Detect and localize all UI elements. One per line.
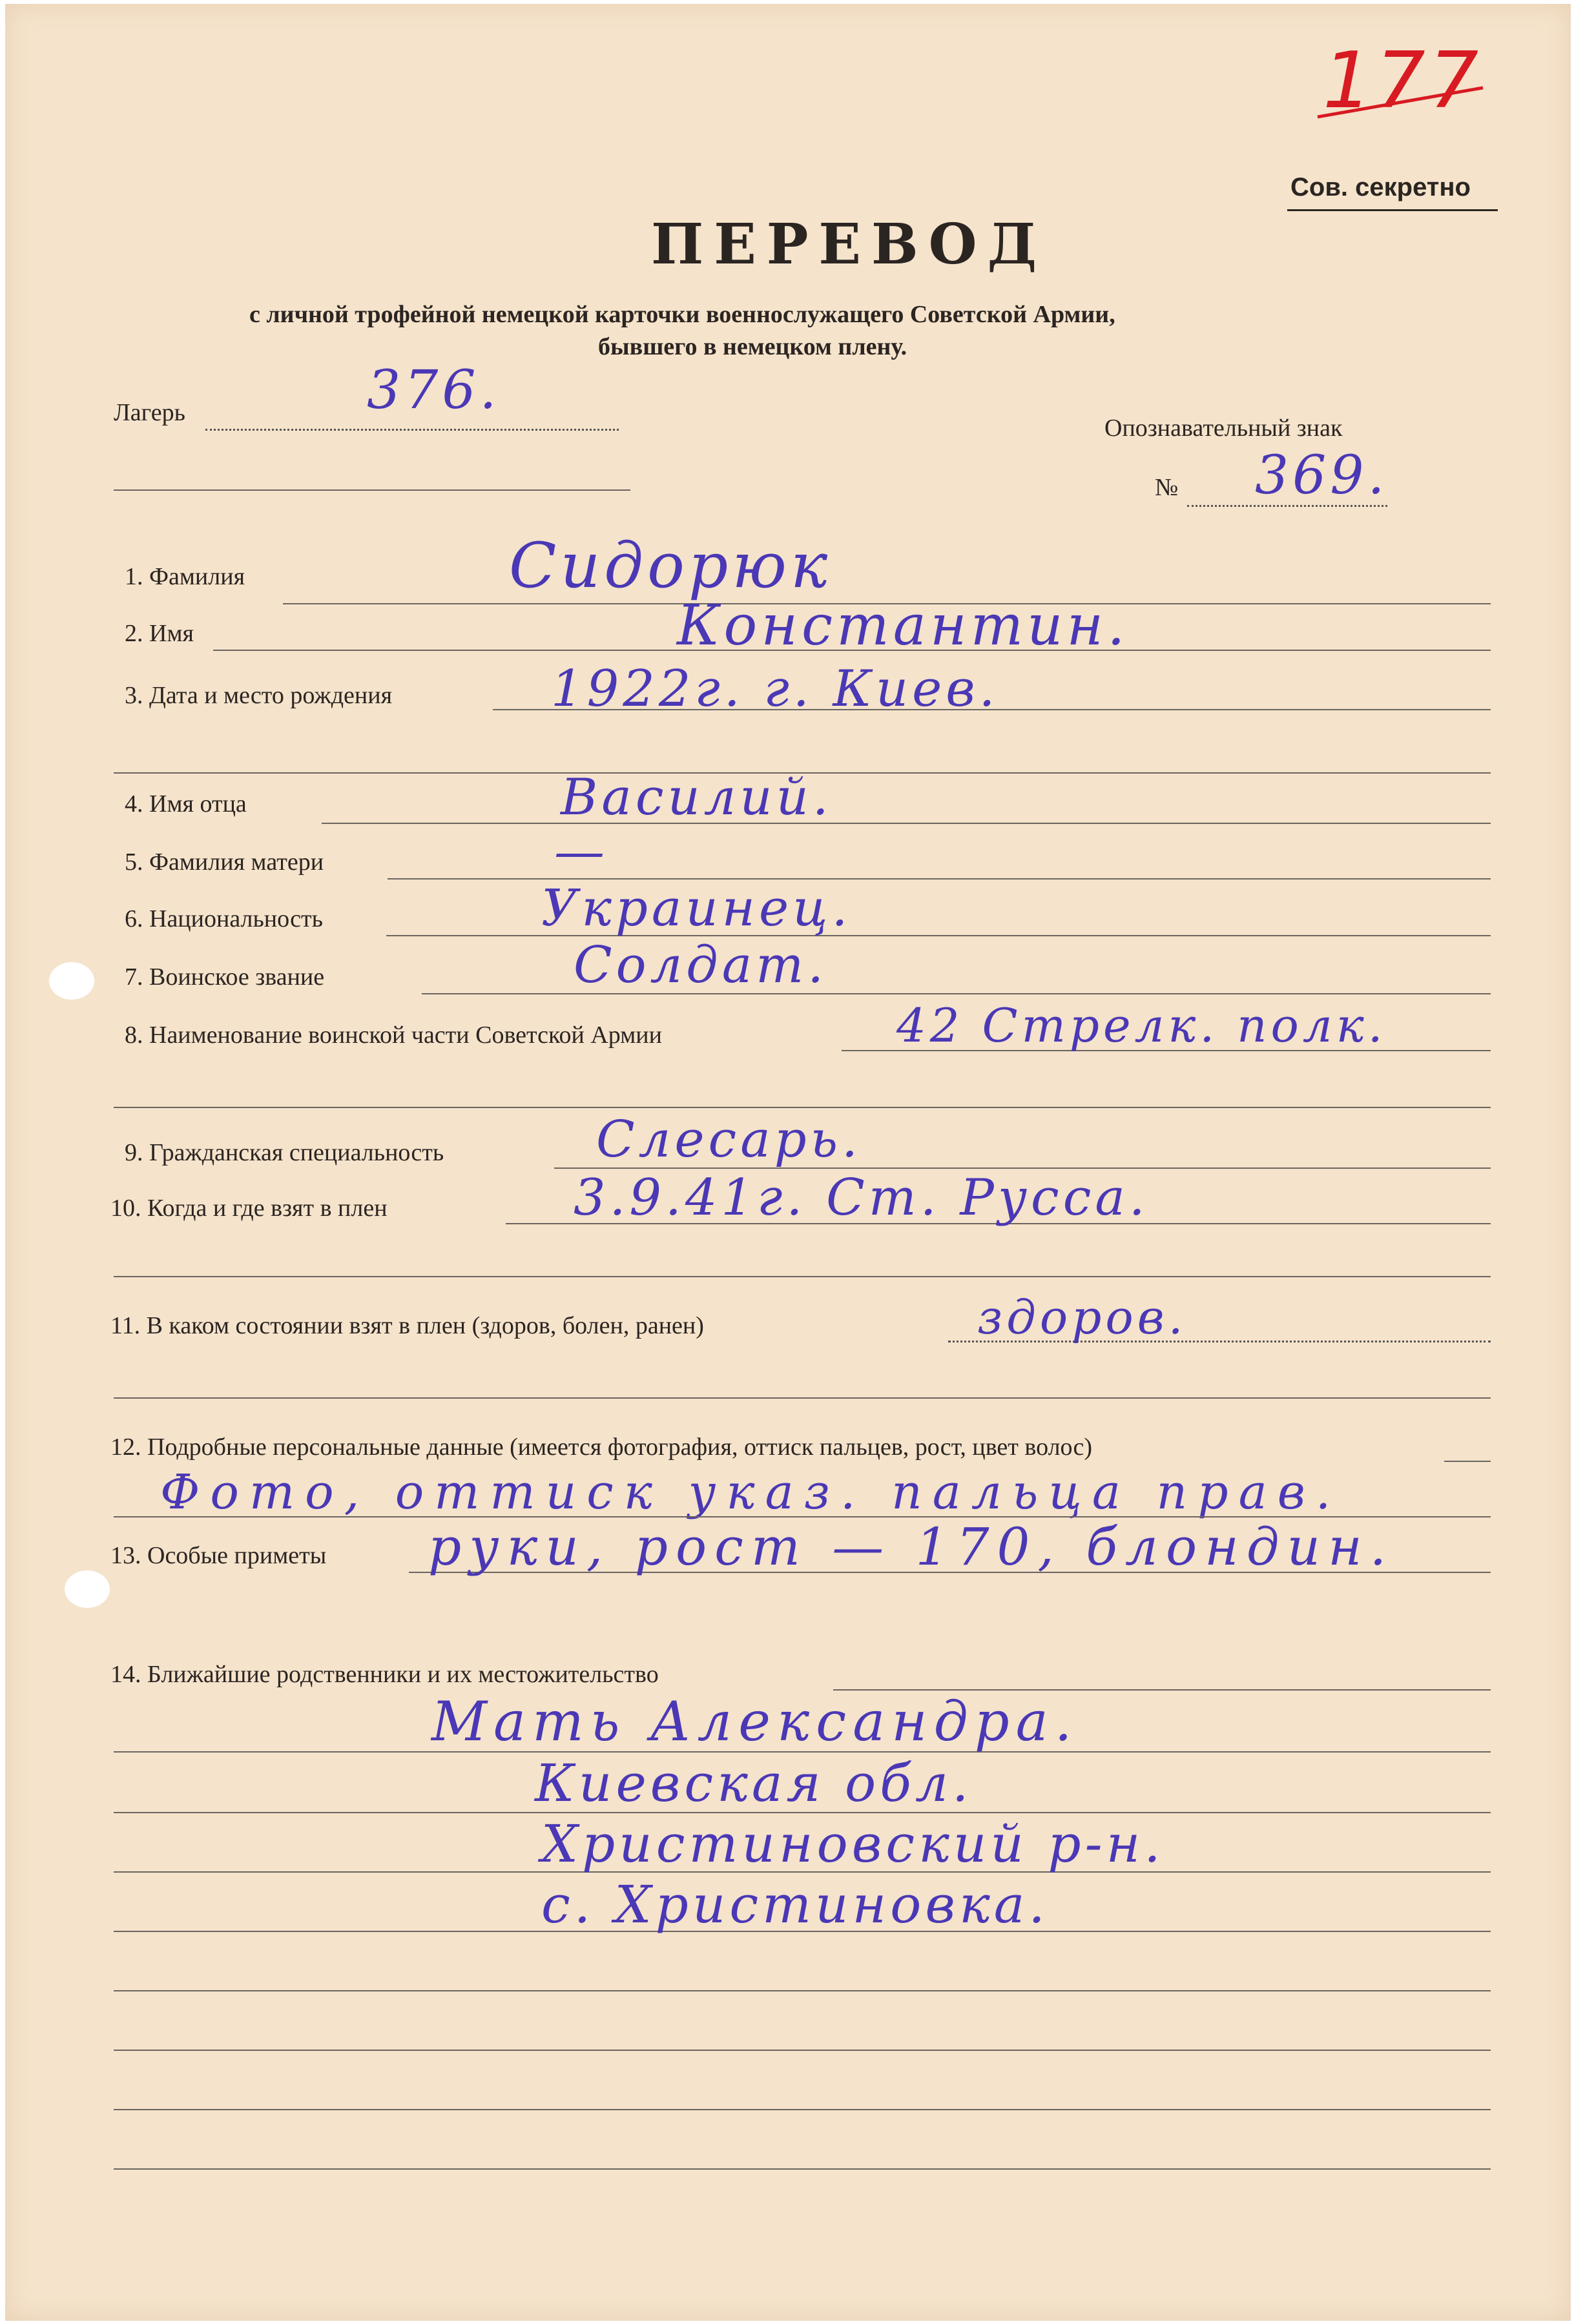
document-sheet	[5, 4, 1571, 2321]
classification-stamp: Сов. секретно	[1290, 173, 1471, 201]
camp-extra-line	[114, 489, 630, 491]
punch-hole-bottom	[65, 1570, 110, 1608]
relatives-entry-2: Киевская обл.	[535, 1753, 973, 1813]
punch-hole-top	[49, 962, 94, 1000]
field-capture-label: 10. Когда и где взят в плен	[110, 1195, 388, 1222]
field-name-value: Константин.	[677, 593, 1129, 658]
number-label: №	[1155, 474, 1179, 501]
camp-value: 376.	[367, 360, 501, 421]
field-father-value: Василий.	[561, 768, 833, 827]
field-capture-value: 3.9.41г. Ст. Русса.	[574, 1169, 1149, 1227]
field-father-label: 4. Имя отца	[125, 790, 247, 818]
blank-line-2	[114, 2050, 1491, 2051]
classification-underline	[1287, 209, 1498, 211]
relatives-entry-1: Мать Александра.	[431, 1690, 1079, 1753]
field-condition-value: здоров.	[977, 1290, 1187, 1344]
field-features-value: руки, рост — 170, блондин.	[428, 1517, 1394, 1577]
field-profession-label: 9. Гражданская специальность	[125, 1139, 444, 1166]
field-condition-extra-line	[114, 1397, 1491, 1399]
field-father-line	[322, 823, 1491, 824]
archive-number: 177	[1323, 36, 1483, 126]
field-personal-data-label: 12. Подробные персональные данные (имеется фотография, оттиск пальцев, рост, цвет волос)	[110, 1434, 1092, 1461]
blank-line-1	[114, 1990, 1491, 1991]
relatives-entry-4: с. Христиновка.	[541, 1875, 1049, 1935]
field-surname-value: Сидорюк	[509, 530, 832, 602]
field-rank-label: 7. Воинское звание	[125, 963, 325, 991]
field-profession-value: Слесарь.	[596, 1111, 862, 1169]
field-condition-label: 11. В каком состоянии взят в плен (здоров, болен, ранен)	[110, 1312, 704, 1339]
field-unit-value: 42 Стрелк. полк.	[896, 998, 1387, 1053]
field-relatives-label: 14. Ближайшие родственники и их местожительство	[110, 1661, 659, 1688]
field-birth-value: 1922г. г. Киев.	[551, 660, 999, 718]
field-nationality-value: Украинец.	[541, 879, 852, 938]
field-name-label: 2. Имя	[125, 620, 194, 647]
field-personal-data-value: Фото, оттиск указ. пальца прав.	[160, 1465, 1341, 1520]
field-capture-extra-line	[114, 1276, 1491, 1277]
field-personal-data-line	[1444, 1461, 1491, 1462]
field-surname-label: 1. Фамилия	[125, 563, 245, 590]
blank-line-4	[114, 2168, 1491, 2170]
camp-line	[205, 429, 619, 431]
field-mother-label: 5. Фамилия матери	[125, 848, 324, 876]
field-mother-value: —	[554, 823, 608, 881]
field-rank-value: Солдат.	[574, 936, 827, 994]
field-nationality-label: 6. Национальность	[125, 905, 323, 932]
field-unit-extra-line	[114, 1107, 1491, 1108]
document-title: ПЕРЕВОД	[651, 212, 1048, 277]
camp-label: Лагерь	[114, 399, 185, 426]
blank-line-3	[114, 2109, 1491, 2110]
id-tag-label: Опознавательный знак	[1104, 415, 1343, 442]
field-unit-label: 8. Наименование воинской части Советской Армии	[125, 1022, 662, 1049]
number-value: 369.	[1255, 445, 1389, 506]
relatives-entry-3: Христиновский р-н.	[541, 1814, 1165, 1874]
document-subtitle-line2: бывшего в немецком плену.	[598, 333, 907, 360]
field-features-label: 13. Особые приметы	[110, 1542, 327, 1569]
field-birth-label: 3. Дата и место рождения	[125, 682, 393, 709]
document-subtitle-line1: с личной трофейной немецкой карточки военнослужащего Советской Армии,	[249, 301, 1115, 328]
